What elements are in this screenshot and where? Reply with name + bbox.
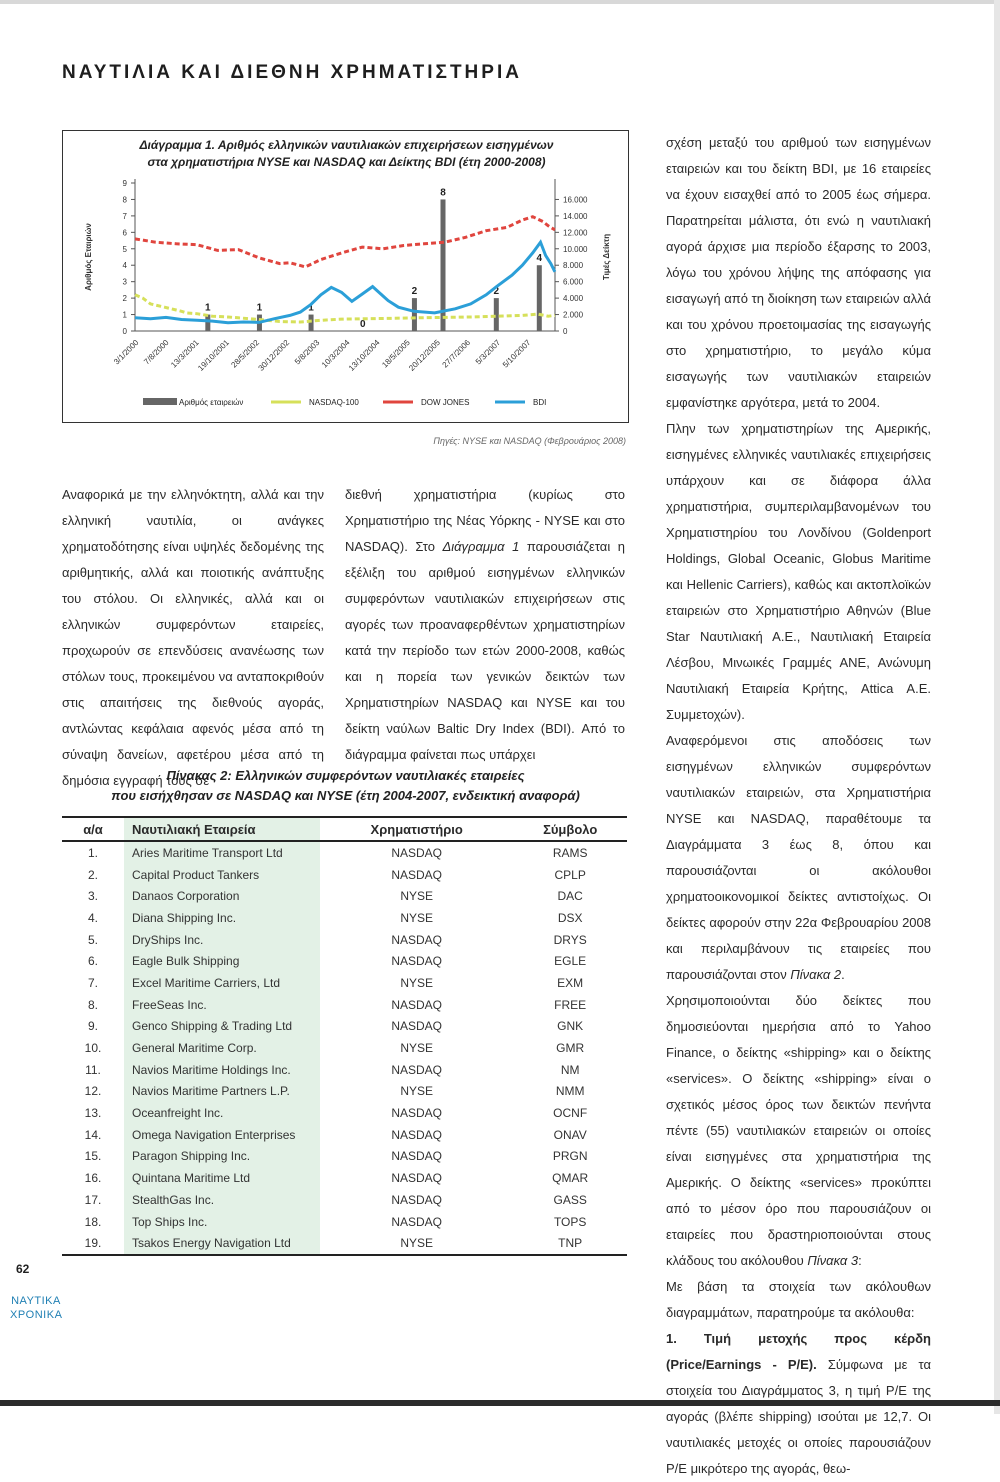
table-row: [62, 929, 627, 951]
scan-edge-right: [994, 0, 1000, 1414]
row-symbol: QMAR: [552, 1171, 589, 1186]
right-paragraph-6: [666, 1326, 931, 1482]
magazine-name-line-1: ΝΑΥΤΙΚΑ: [11, 1295, 61, 1307]
right-tick-label: 4.000: [563, 294, 584, 304]
magazine-name: [10, 1294, 62, 1322]
table-row: [62, 1081, 627, 1103]
table-row: [62, 1189, 627, 1211]
right-tick-label: 6.000: [563, 277, 584, 287]
row-index: 9.: [87, 1019, 98, 1034]
left-tick-label: 7: [122, 211, 127, 221]
table-row: [62, 972, 627, 994]
header-company: Ναυτιλιακή Εταιρεία: [124, 817, 320, 841]
x-tick-label: 5/3/2007: [473, 338, 503, 367]
middle-paragraph-end: παρουσιάζεται η εξέλιξη του αριθμού εισηγμένων ελληνικών συμφερόντων ναυτιλιακών επιχειρήσεων στις αγορές των προαναφερθέντων χρηματιστηρίων κατά την περίοδο των ετών 2000-2008, καθώς και η πορεία των γενικών δεικτών των Χρηματιστηρίων NASDAQ και NYSE και του δείκτη ναύλων Baltic Dry Index (BDI). Από το διάγραμμα φαίνεται πως υπάρχει: [345, 539, 625, 762]
row-company: Navios Maritime Holdings Inc.: [124, 1059, 320, 1081]
right-tick-label: 2.000: [563, 310, 584, 320]
row-index: 4.: [87, 910, 98, 925]
scan-edge-top: [0, 0, 1000, 4]
right-paragraph-1: σχέση μεταξύ του αριθμού των εισηγμένων εταιρειών και του δείκτη BDI, με 16 εταιρείες να έχουν εισαχθεί από το 2005 έως σήμερα. Παρατηρείται μάλιστα, ότι ενώ η ναυτιλιακή αγορά άρχισε μια περίοδο έξαρσης το 2003, λόγω του χρόνου λήψης της απόφασης για εισαγωγή από τη διοίκηση των εταιρειών αλλά και του χρόνου προετοιμασίας της εισαγωγής στο χρηματιστήριο, το μεγάλο κύμα εισαγωγής των ναυτιλιακών εταιρειών εμφανίστηκε αργότερα, μετά το 2004.: [666, 135, 931, 410]
series-line-dow-jones: [135, 217, 555, 267]
row-exchange: NASDAQ: [391, 932, 443, 947]
row-exchange: NYSE: [400, 975, 434, 990]
row-index: 17.: [84, 1192, 102, 1207]
row-company: Omega Navigation Enterprises: [124, 1124, 320, 1146]
x-tick-label: 18/5/2005: [380, 338, 412, 370]
table-caption-line-2: που εισήχθησαν σε NASDAQ και NYSE (έτη 2004-2007, ενδεικτική αναφορά): [111, 788, 580, 803]
left-tick-label: 1: [122, 310, 127, 320]
row-exchange: NASDAQ: [391, 1171, 443, 1186]
row-exchange: NASDAQ: [391, 1019, 443, 1034]
row-exchange: NASDAQ: [391, 954, 443, 969]
table-row: [62, 1232, 627, 1255]
row-exchange: NASDAQ: [391, 1214, 443, 1229]
x-tick-label: 5/8/2003: [292, 338, 322, 367]
series-line-nasdaq-100: [135, 295, 555, 322]
left-tick-label: 4: [122, 261, 127, 271]
x-tick-label: 5/10/2007: [500, 338, 533, 370]
row-exchange: NYSE: [400, 1041, 434, 1056]
chart-title-line-1: Διάγραμμα 1. Αριθμός ελληνικών ναυτιλιακών επιχειρήσεων εισηγμένων: [139, 138, 554, 152]
row-exchange: NASDAQ: [391, 1106, 443, 1121]
left-axis-title: Αριθμός Εταιριών: [84, 223, 93, 291]
pe-subheading: 1. Τιμή μετοχής προς κέρδη (Price/Earnings - P/E).: [666, 1331, 931, 1372]
row-symbol: DSX: [557, 910, 583, 925]
left-tick-label: 9: [122, 179, 127, 188]
bar-value-label: 2: [493, 286, 500, 298]
row-index: 16.: [84, 1171, 102, 1186]
row-index: 1.: [87, 845, 98, 860]
row-symbol: TOPS: [553, 1214, 587, 1229]
right-paragraph-3-start: Αναφερόμενοι στις αποδόσεις των εισηγμένων ελληνικών συμφερόντων ναυτιλιακών εταιρειών, στα Χρηματιστήρια NYSE και NASDAQ, παραθέτουμε τα Διαγράμματα 3 έως 8, όπου και παρουσιάζονται οι ακόλουθοι χρηματοοικονομικοί δείκτες αντιστοίχως. Οι δείκτες αφορούν στην 22α Φεβρουαρίου 2008 και περιλαμβάνουν τις εταιρείες που παρουσιάζονται στον: [666, 733, 931, 982]
row-company: Excel Maritime Carriers, Ltd: [124, 972, 320, 994]
row-exchange: NYSE: [400, 1084, 434, 1099]
row-index: 18.: [84, 1214, 102, 1229]
row-exchange: NASDAQ: [391, 1149, 443, 1164]
middle-paragraph-start: διεθνή χρηματιστήρια (κυρίως στο Χρηματιστήριο της Νέας Υόρκης - NYSE και στο NASDAQ). Στο: [345, 487, 625, 554]
row-company: Diana Shipping Inc.: [124, 907, 320, 929]
row-index: 3.: [87, 889, 98, 904]
left-tick-label: 3: [122, 277, 127, 287]
table-row: [62, 841, 627, 864]
row-exchange: NASDAQ: [391, 1062, 443, 1077]
row-company: StealthGas Inc.: [124, 1189, 320, 1211]
row-symbol: DRYS: [553, 932, 587, 947]
row-symbol: FREE: [554, 997, 587, 1012]
legend-label: BDI: [533, 398, 547, 407]
row-symbol: DAC: [557, 889, 583, 904]
right-tick-label: 12.000: [563, 228, 588, 238]
x-tick-label: 7/8/2000: [142, 338, 171, 367]
company-count-bar: [412, 298, 417, 331]
bar-value-label: 4: [536, 253, 543, 265]
left-tick-label: 0: [122, 327, 127, 336]
table-row: [62, 1146, 627, 1168]
row-exchange: NASDAQ: [391, 1192, 443, 1207]
table-row: [62, 950, 627, 972]
right-paragraph-2: Πλην των χρηματιστηρίων της Αμερικής, εισηγμένες ελληνικές ναυτιλιακές επιχειρήσεις υπάρχουν και σε διάφορα άλλα χρηματιστήρια, συμπεριλαμβανομένων του Χρηματιστηρίου του Λονδίνου (Goldenport Holdings, Global Oceanic, Globus Maritime και Hellenic Carriers), καθώς και ακτοπλοϊκών εταιρειών στο Χρηματιστήριο Αθηνών (Blue Star Ναυτιλιακή Α.Ε., Ναυτιλιακή Εταιρεία Λέσβου, Μινωικές Γραμμές ΑΝΕ, Ανώνυμη Ναυτιλιακή Εταιρεία Κρήτης, Attica Α.Ε. Συμμετοχών).: [666, 421, 931, 722]
row-company: Danaos Corporation: [124, 885, 320, 907]
right-tick-label: 16.000: [563, 195, 588, 205]
row-company: Capital Product Tankers: [124, 864, 320, 886]
row-exchange: NASDAQ: [391, 997, 443, 1012]
right-tick-label: 10.000: [563, 244, 588, 254]
header-exchange: Χρηματιστήριο: [320, 817, 513, 841]
left-tick-label: 5: [122, 244, 127, 254]
page-number: 62: [16, 1262, 30, 1276]
right-paragraph-4: [666, 988, 931, 1274]
table-row: [62, 1102, 627, 1124]
row-company: DryShips Inc.: [124, 929, 320, 951]
chart-figure: [62, 130, 629, 423]
right-paragraph-3-end: .: [841, 967, 845, 982]
bar-value-label: 1: [256, 302, 263, 314]
row-exchange: NYSE: [320, 1232, 513, 1255]
row-exchange: NASDAQ: [391, 1127, 443, 1142]
x-tick-label: 13/10/2004: [346, 338, 382, 373]
right-axis-title: Τιμές Δείκτη: [602, 233, 611, 281]
left-tick-label: 8: [122, 195, 127, 205]
table-reference: Πίνακα 2: [790, 967, 842, 982]
row-index: 6.: [87, 954, 98, 969]
x-tick-label: 30/12/2002: [256, 338, 292, 373]
row-index: 2.: [87, 867, 98, 882]
middle-paragraph: [345, 482, 625, 768]
bar-value-label: 0: [360, 319, 366, 330]
row-symbol: GASS: [553, 1192, 587, 1207]
left-paragraph: Αναφορικά με την ελληνόκτητη, αλλά και την ελληνική ναυτιλία, οι ανάγκες χρηματοδότησης είναι υψηλές δεδομένης της αριθμητικής, αλλά και ποιοτικής ανάπτυξης του στόλου. Οι ελληνικές, αλλά και οι ελληνικών συμφερόντων εταιρείες, προχωρούν σε επενδύσεις ανανέωσης των στόλων τους, προκειμένου να ανταποκριθούν στις απαιτήσεις της διεθνούς αγοράς, αντλώντας κεφάλαια αφενός μέσα από τη σύναψη δανείων, αφετέρου μέσα από τη δημόσια εγγραφή τους σε: [62, 487, 324, 788]
row-index: 5.: [87, 932, 98, 947]
row-company: General Maritime Corp.: [124, 1037, 320, 1059]
right-tick-label: 8.000: [563, 261, 584, 271]
row-exchange: NYSE: [400, 889, 434, 904]
magazine-name-line-2: ΧΡΟΝΙΚΑ: [10, 1309, 63, 1321]
legend-label: DOW JONES: [421, 398, 470, 407]
row-index: 12.: [84, 1084, 102, 1099]
row-index: 7.: [87, 975, 98, 990]
row-company: FreeSeas Inc.: [124, 994, 320, 1016]
table-row: [62, 994, 627, 1016]
company-count-bar: [494, 298, 499, 331]
left-tick-label: 6: [122, 228, 127, 238]
row-symbol: EXM: [557, 975, 584, 990]
table-row: [62, 885, 627, 907]
right-paragraph-3: [666, 728, 931, 988]
row-company: Oceanfreight Inc.: [124, 1102, 320, 1124]
right-text-column: [666, 130, 931, 1482]
table-row: [62, 1037, 627, 1059]
row-symbol: TNP: [513, 1232, 627, 1255]
row-index: 8.: [87, 997, 98, 1012]
row-company: Aries Maritime Transport Ltd: [124, 841, 320, 864]
row-index: 10.: [84, 1041, 102, 1056]
row-symbol: ONAV: [553, 1127, 587, 1142]
legend-swatch-bar: [143, 398, 177, 405]
row-company: Genco Shipping & Trading Ltd: [124, 1016, 320, 1038]
right-tick-label: 0: [563, 327, 568, 336]
table-row: [62, 864, 627, 886]
header-index: α/α: [62, 817, 124, 841]
table-caption: [62, 766, 629, 806]
x-tick-label: 28/5/2002: [229, 338, 262, 370]
table-row: [62, 1124, 627, 1146]
row-company: Top Ships Inc.: [124, 1211, 320, 1233]
row-symbol: RAMS: [552, 845, 588, 860]
chart-svg: [63, 131, 630, 424]
x-tick-label: 27/7/2006: [440, 338, 473, 370]
table-3-reference: Πίνακα 3: [807, 1253, 859, 1268]
chart-source: Πηγές: NYSE και NASDAQ (Φεβρουάριος 2008): [433, 436, 626, 446]
row-symbol: PRGN: [552, 1149, 588, 1164]
row-index: 14.: [84, 1127, 102, 1142]
row-symbol: CPLP: [554, 867, 586, 882]
right-paragraph-5: Με βάση τα στοιχεία των ακόλουθων διαγραμμάτων, παρατηρούμε τα ακόλουθα:: [666, 1279, 931, 1320]
figure-reference: Διάγραμμα 1: [442, 539, 520, 554]
left-text-column: [62, 482, 324, 794]
row-index: 13.: [84, 1106, 102, 1121]
row-company: Quintana Maritime Ltd: [124, 1167, 320, 1189]
x-tick-label: 10/3/2004: [319, 338, 352, 370]
row-company: Eagle Bulk Shipping: [124, 950, 320, 972]
left-tick-label: 2: [122, 294, 127, 304]
table-caption-line-1: Πίνακας 2: Ελληνικών συμφερόντων ναυτιλιακές εταιρείες: [166, 768, 525, 783]
table-row: [62, 907, 627, 929]
row-company: Tsakos Energy Navigation Ltd: [124, 1232, 320, 1255]
row-exchange: NASDAQ: [391, 867, 443, 882]
row-symbol: GMR: [556, 1041, 585, 1056]
right-paragraph-4-start: Χρησιμοποιούνται δύο δείκτες που δημοσιεύονται ημερήσια από το Yahoo Finance, ο δείκτης «shipping» και ο δείκτης «services». Ο δείκτης «shipping» είναι ο σχετικός μέσος όρος των δεικτών πενήντα πέντε (55) ναυτιλιακών εταιρειών οι οποίες είναι εισηγμένες στα χρηματιστήρια της Αμερικής. Ο δείκτης «services» προκύπτει από το μέσον όρο που παρουσιάζουν οι εταιρείες που δραστηριοποιούνται στους κλάδους του ακόλουθου: [666, 993, 931, 1268]
company-count-bar: [309, 315, 314, 331]
right-paragraph-6-text: Σύμφωνα με τα στοιχεία του Διαγράμματος 3, η τιμή P/E της αγοράς (βλέπε shipping) ισούται με 12,7. Οι ναυτιλιακές μετοχές οι οποίες παρουσιάζουν P/E μικρότερο της αγοράς, θεω-: [666, 1357, 931, 1476]
chart-title-line-2: στα χρηματιστήρια NYSE και NASDAQ και Δείκτης BDI (έτη 2000-2008): [147, 155, 546, 169]
right-paragraph-4-end: :: [858, 1253, 862, 1268]
bar-value-label: 8: [440, 187, 446, 199]
row-exchange: NYSE: [400, 910, 434, 925]
row-symbol: GNK: [557, 1019, 584, 1034]
section-title: ΝΑΥΤΙΛΙΑ ΚΑΙ ΔΙΕΘΝΗ ΧΡΗΜΑΤΙΣΤΗΡΙΑ: [62, 62, 522, 83]
header-symbol: Σύμβολο: [513, 817, 627, 841]
table-row: [62, 1016, 627, 1038]
bar-value-label: 2: [411, 286, 418, 298]
table-row: [62, 1059, 627, 1081]
row-index: 15.: [84, 1149, 102, 1164]
row-company: Paragon Shipping Inc.: [124, 1146, 320, 1168]
row-symbol: NMM: [555, 1084, 585, 1099]
row-symbol: NM: [560, 1062, 580, 1077]
table-row: [62, 1211, 627, 1233]
x-tick-label: 13/3/2001: [169, 338, 201, 370]
row-symbol: EGLE: [554, 954, 587, 969]
table-row: [62, 1167, 627, 1189]
right-tick-label: 14.000: [563, 211, 588, 221]
bar-value-label: 1: [205, 302, 211, 314]
legend-label: NASDAQ-100: [309, 398, 359, 407]
company-count-bar: [205, 315, 210, 331]
table-header-row: [62, 817, 627, 841]
table-body: [62, 841, 627, 1255]
row-index: 19.: [62, 1232, 124, 1255]
row-exchange: NASDAQ: [391, 845, 443, 860]
middle-text-column: [345, 482, 625, 768]
x-tick-label: 20/12/2005: [407, 338, 442, 373]
legend-label: Αριθμός εταιρειών: [179, 398, 244, 407]
bar-value-label: 1: [308, 302, 314, 314]
row-company: Navios Maritime Partners L.P.: [124, 1081, 320, 1103]
x-tick-label: 3/1/2000: [112, 338, 141, 367]
companies-table: [62, 816, 627, 1256]
row-symbol: OCNF: [553, 1106, 588, 1121]
series-line-bdi: [135, 242, 555, 323]
company-count-bar: [537, 265, 542, 331]
row-index: 11.: [85, 1062, 101, 1077]
x-tick-label: 19/10/2001: [196, 338, 231, 373]
